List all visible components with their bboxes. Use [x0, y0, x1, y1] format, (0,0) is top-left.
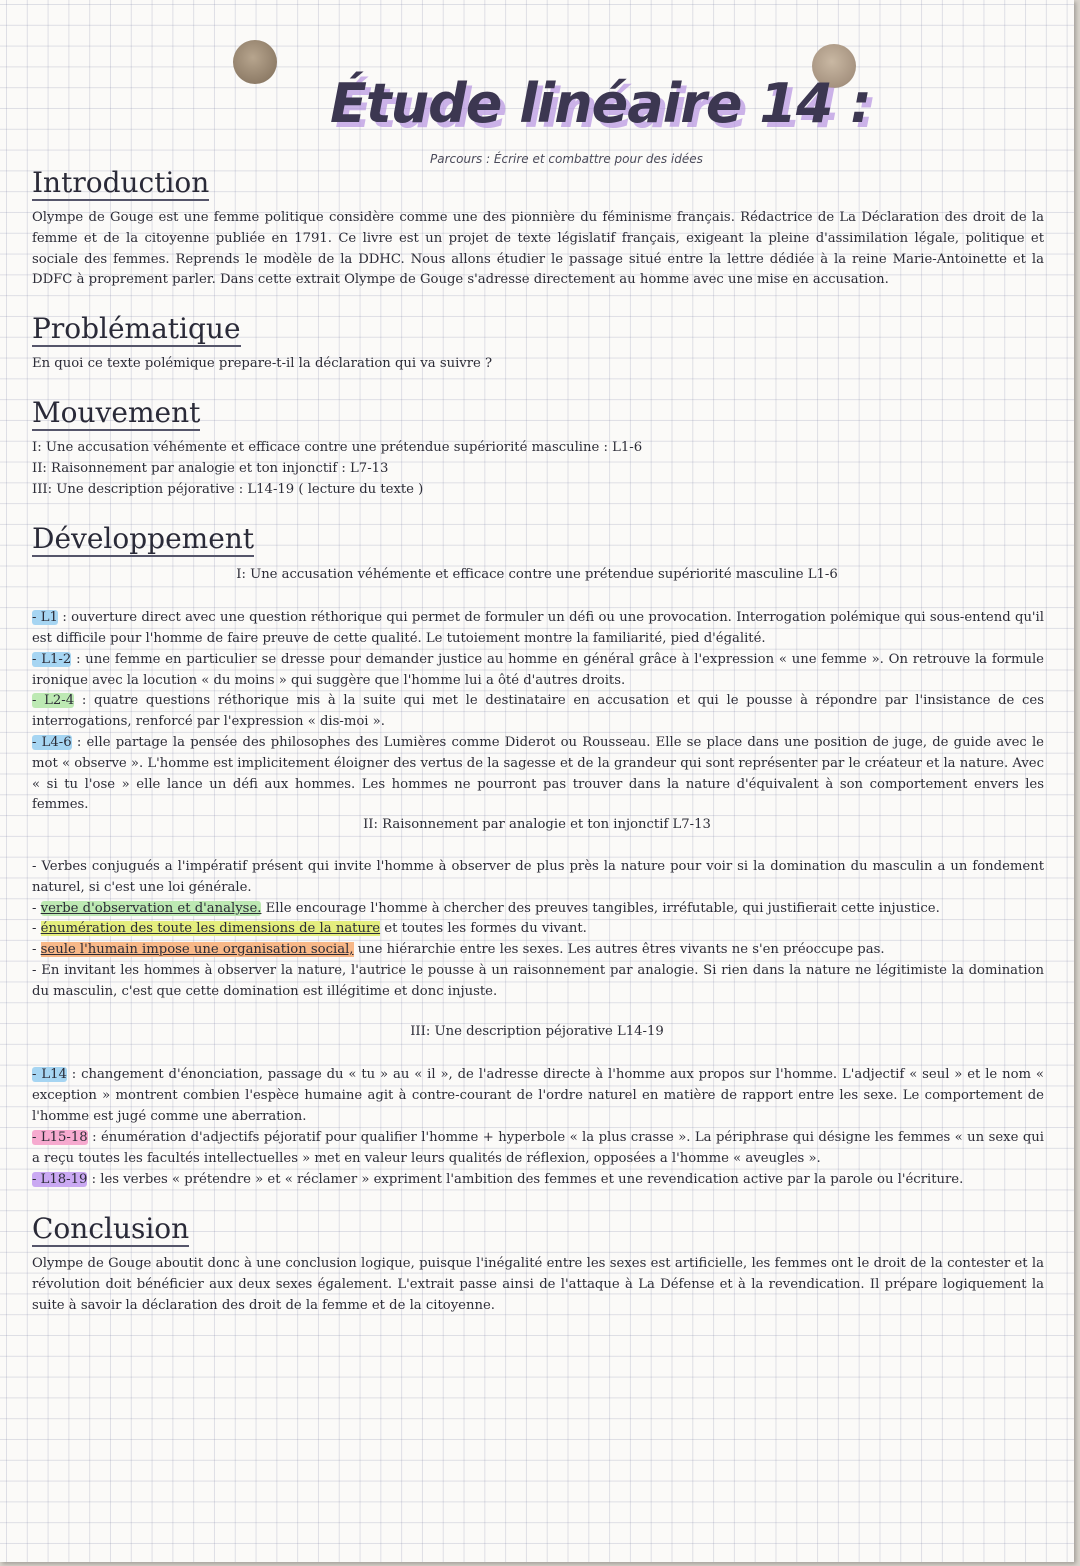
analysis-text: : ouverture direct avec une question réthorique qui permet de formuler un défi ou une provocation. Interrogation polémique qui sous-entend qu'il est difficile pour l'homme de faire preuve de cette qualité. Le tutoiement montre la familiarité, pied d'égalité. — [32, 610, 1044, 646]
analysis-text: Verbes conjugués a l'impératif présent qui invite l'homme à observer de plus près la nature pour voir si la domination du masculin a un fondement naturel, si c'est une loi générale. — [32, 859, 1044, 895]
analysis-item — [32, 691, 1044, 733]
bullet: - — [32, 921, 41, 936]
highlighted-phrase: seule l'humain impose une organisation social, — [40, 942, 354, 957]
bullet: - — [32, 963, 42, 978]
line-ref-tag: - L4-6 — [32, 735, 72, 750]
part2-title: II: Raisonnement par analogie et ton injonctif L7-13 — [363, 817, 711, 832]
conclusion-text: Olympe de Gouge aboutit donc à une conclusion logique, puisque l'inégalité entre les sexes est artificielle, les femmes ont le droit de la contester et la révolution doit bénéficier aux deux sexes également. L'extrait passe ainsi de l'attaque à La Défense et à la revendication. Il prépare logiquement la suite à savoir la déclaration des droit de la femme et de la citoyenne. — [32, 1256, 1044, 1313]
analysis-text: : quatre questions réthorique mis à la suite qui met le destinataire en accusation et qui le pousse à répondre par l'insistance de ces interrogations, renforcé par l'expression « dis-moi ». — [32, 693, 1044, 729]
analysis-item — [32, 919, 1044, 940]
analysis-text: : elle partage la pensée des philosophes des Lumières comme Diderot ou Rousseau. Elle se place dans une position de juge, de guide avec le mot « observe ». L'homme est implicitement éloigner des vertus de la sagesse et de la grandeur qui sont représenter par le créateur et la nature. Avec « si tu l'ose » elle lance un défi aux hommes. Les hommes ne pourront pas trouver dans la nature d'équivalent à son comportement envers les femmes. — [32, 735, 1044, 813]
bullet: - — [32, 901, 41, 916]
analysis-item — [32, 1065, 1044, 1127]
line-ref-tag: - L1-2 — [32, 652, 72, 667]
line-ref-tag: - L14 — [32, 1067, 67, 1082]
analysis-item — [32, 608, 1044, 650]
analysis-text: : une femme en particulier se dresse pour demander justice au homme en général grâce à l'expression « une femme ». On retrouve la formule ironique avec la locution « du moins » qui suggère que l'homme lui a ôté d'autres droits. — [32, 652, 1044, 688]
analysis-item — [32, 899, 1044, 920]
analysis-text: une hiérarchie entre les sexes. Les autres êtres vivants ne s'en préoccupe pas. — [353, 942, 885, 957]
mouvement-heading: Mouvement — [32, 396, 201, 429]
analysis-text: : énumération d'adjectifs péjoratif pour qualifier l'homme + hyperbole « la plus crasse ». La périphrase qui désigne les femmes « un sexe qui a reçu toutes les facultés intellectuelles » met en valeur leurs qualités de réflexion, opposées a l'homme « aveugles ». — [32, 1130, 1044, 1166]
analysis-item — [32, 1170, 1044, 1191]
introduction-heading: Introduction — [32, 166, 210, 199]
line-ref-tag: - L18-19 — [32, 1172, 88, 1187]
line-ref-tag: - L2-4 — [32, 693, 75, 708]
highlighted-phrase: énumération des toute les dimensions de la nature — [40, 921, 381, 936]
highlighted-phrase: verbe d'observation et d'analyse. — [40, 901, 262, 916]
analysis-item — [32, 940, 1044, 961]
bullet: - — [32, 859, 42, 874]
mouvement-item: III: Une description péjorative : L14-19 ( lecture du texte ) — [32, 482, 424, 497]
mouvement-item: II: Raisonnement par analogie et ton injonctif : L7-13 — [32, 461, 389, 476]
analysis-item — [32, 961, 1044, 1003]
part3-title: III: Une description péjorative L14-19 — [410, 1024, 664, 1039]
analysis-item — [32, 733, 1044, 816]
introduction-text: Olympe de Gouge est une femme politique considère comme une des pionnière du féminisme français. Rédactrice de La Déclaration des droit de la femme et de la citoyenne publiée en 1791. Ce livre est un projet de texte législatif français, exigeant la pleine d'assimilation légale, politique et sociale des femmes. Reprends le modèle de la DDHC. Nous allons étudier le passage situé entre la lettre dédiée à la reine Marie-Antoinette et la DDFC à proprement parler. Dans cette extrait Olympe de Gouge s'adresse directement au homme avec une mise en accusation. — [32, 210, 1044, 288]
page-subtitle: Parcours : Écrire et combattre pour des idées — [430, 152, 703, 166]
analysis-item — [32, 650, 1044, 692]
bullet: - — [32, 942, 41, 957]
analysis-text: : changement d'énonciation, passage du « tu » au « il », de l'adresse directe à l'homme aux propos sur l'homme. L'adjectif « seul » et le nom « exception » montrent combien l'espèce humaine agit à contre-courant de l'ordre naturel en matière de rapport entre les sexe. Le comportement de l'homme est jugé comme une aberration. — [32, 1067, 1044, 1124]
developpement-heading: Développement — [32, 522, 255, 555]
analysis-text: et toutes les formes du vivant. — [380, 921, 587, 936]
punch-hole — [233, 40, 277, 84]
problematique-heading: Problématique — [32, 312, 241, 345]
analysis-text: Elle encourage l'homme à chercher des preuves tangibles, irréfutable, qui justifierait cette injustice. — [261, 901, 940, 916]
problematique-text: En quoi ce texte polémique prepare-t-il la déclaration qui va suivre ? — [32, 356, 493, 371]
page-title: Étude linéaire 14 : — [330, 72, 871, 135]
part1-title: I: Une accusation véhémente et efficace contre une prétendue supériorité masculine L1-6 — [236, 567, 838, 582]
analysis-item — [32, 1128, 1044, 1170]
line-ref-tag: - L1 — [32, 610, 58, 625]
analysis-text: : les verbes « prétendre » et « réclamer » expriment l'ambition des femmes et une revendication active par la parole ou l'écriture. — [91, 1172, 964, 1187]
mouvement-item: I: Une accusation véhémente et efficace contre une prétendue supériorité masculine : L1-6 — [32, 440, 643, 455]
line-ref-tag: - L15-18 — [32, 1130, 88, 1145]
analysis-item — [32, 857, 1044, 899]
conclusion-heading: Conclusion — [32, 1212, 190, 1245]
analysis-text: En invitant les hommes à observer la nature, l'autrice le pousse à un raisonnement par analogie. Si rien dans la nature ne légitimiste la domination du masculin, c'est que cette domination est illégitime et donc injuste. — [32, 963, 1044, 999]
